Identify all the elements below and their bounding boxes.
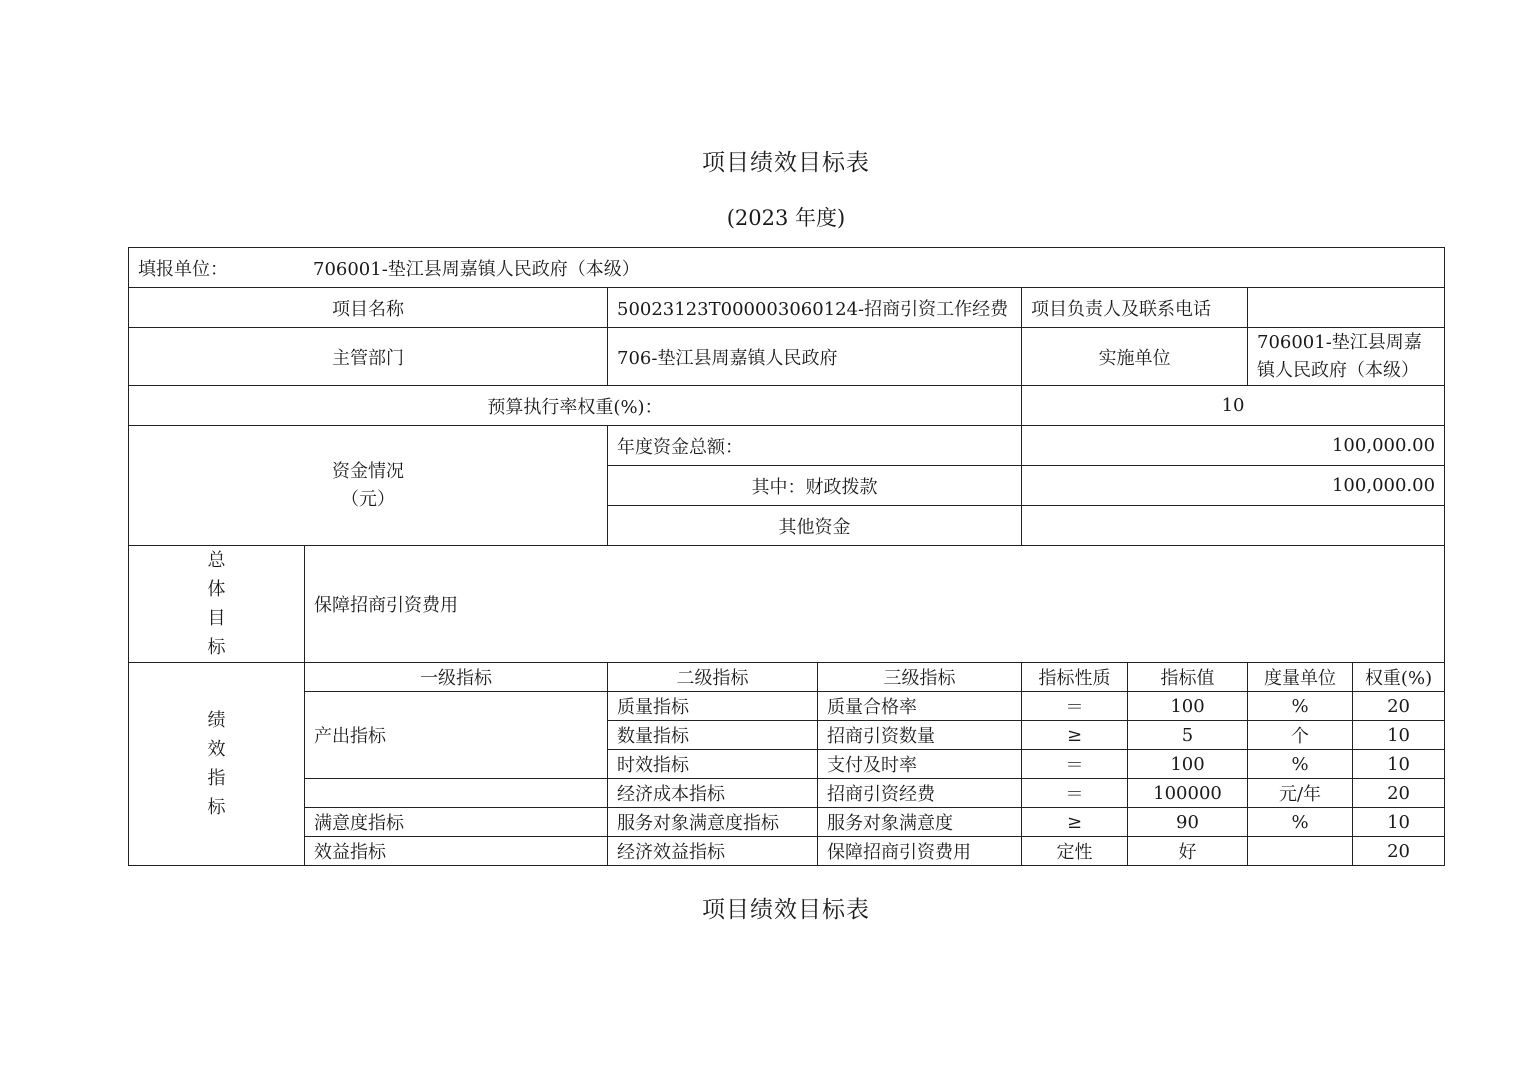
value-cell: 90 [1128, 808, 1248, 837]
unit-label: 填报单位： [138, 258, 228, 280]
funds-label-line-2: （元） [341, 488, 395, 510]
level2-cell: 服务对象满意度指标 [608, 808, 818, 837]
level3-cell: 保障招商引资费用 [818, 837, 1022, 866]
goal-char: 目 [207, 608, 226, 629]
funds-total-label: 年度资金总额： [608, 426, 1022, 466]
unit-cell: 个 [1248, 721, 1353, 750]
level2-cell: 经济成本指标 [608, 779, 818, 808]
weight-cell: 20 [1353, 692, 1445, 721]
table-row [129, 808, 1445, 837]
impl-value-line-2: 镇人民政府（本级） [1257, 359, 1419, 381]
goal-char: 体 [207, 579, 226, 600]
indicator-char: 指 [207, 768, 226, 789]
weight-cell: 10 [1353, 721, 1445, 750]
value-cell: 5 [1128, 721, 1248, 750]
nature-cell: ≥ [1022, 721, 1128, 750]
header-value: 指标值 [1128, 663, 1248, 692]
level1-cell: 满意度指标 [305, 808, 608, 837]
value-cell: 100 [1128, 692, 1248, 721]
value-cell: 好 [1128, 837, 1248, 866]
unit-row [129, 248, 1445, 288]
overall-goal-text: 保障招商引资费用 [305, 546, 1445, 663]
header-unit: 度量单位 [1248, 663, 1353, 692]
level2-cell: 数量指标 [608, 721, 818, 750]
unit-value: 706001-垫江县周嘉镇人民政府（本级） [313, 258, 640, 280]
nature-cell: ＝ [1022, 692, 1128, 721]
dept-label: 主管部门 [129, 328, 608, 386]
table-row [129, 837, 1445, 866]
contact-value [1248, 288, 1445, 328]
indicator-char: 标 [207, 797, 226, 818]
contact-label: 项目负责人及联系电话 [1022, 288, 1248, 328]
level3-cell: 招商引资数量 [818, 721, 1022, 750]
impl-label: 实施单位 [1022, 328, 1248, 386]
unit-cell [129, 248, 1445, 288]
nature-cell: ≥ [1022, 808, 1128, 837]
project-name-label: 项目名称 [129, 288, 608, 328]
unit-cell: % [1248, 692, 1353, 721]
funds-fiscal-label: 其中：财政拨款 [608, 466, 1022, 506]
indicator-char: 效 [207, 739, 226, 760]
level1-cell: 产出指标 [305, 692, 608, 779]
level2-cell: 时效指标 [608, 750, 818, 779]
overall-goal-label [129, 546, 305, 663]
level3-cell: 支付及时率 [818, 750, 1022, 779]
level3-cell: 质量合格率 [818, 692, 1022, 721]
value-cell: 100 [1128, 750, 1248, 779]
department-row [129, 328, 1445, 386]
weight-cell: 20 [1353, 779, 1445, 808]
header-nature: 指标性质 [1022, 663, 1128, 692]
level2-cell: 经济效益指标 [608, 837, 818, 866]
level2-cell: 质量指标 [608, 692, 818, 721]
funds-label-line-1: 资金情况 [332, 460, 404, 482]
header-level1: 一级指标 [305, 663, 608, 692]
indicators-label [129, 663, 305, 866]
value-cell: 100000 [1128, 779, 1248, 808]
funds-other-value [1022, 506, 1445, 546]
nature-cell: 定性 [1022, 837, 1128, 866]
level3-cell: 服务对象满意度 [818, 808, 1022, 837]
level1-cell [305, 779, 608, 808]
nature-cell: ＝ [1022, 750, 1128, 779]
project-name-row [129, 288, 1445, 328]
page-title: 项目绩效目标表 [702, 150, 870, 176]
unit-cell: 元/年 [1248, 779, 1353, 808]
budget-weight-row [129, 386, 1445, 426]
funds-label [129, 426, 608, 546]
header-level3: 三级指标 [818, 663, 1022, 692]
header-weight: 权重(%) [1353, 663, 1445, 692]
budget-weight-label: 预算执行率权重(%)： [129, 386, 1022, 426]
nature-cell: ＝ [1022, 779, 1128, 808]
indicator-header-row [129, 663, 1445, 692]
unit-cell: % [1248, 750, 1353, 779]
funds-total-value: 100,000.00 [1022, 426, 1445, 466]
table-row [129, 779, 1445, 808]
level3-cell: 招商引资经费 [818, 779, 1022, 808]
goal-char: 标 [207, 637, 226, 658]
year-subtitle: (2023 年度) [726, 206, 846, 230]
weight-cell: 10 [1353, 808, 1445, 837]
level1-cell: 效益指标 [305, 837, 608, 866]
footer-title: 项目绩效目标表 [702, 897, 870, 923]
funds-total-row [129, 426, 1445, 466]
funds-other-label: 其他资金 [608, 506, 1022, 546]
unit-cell [1248, 837, 1353, 866]
weight-cell: 20 [1353, 837, 1445, 866]
overall-goal-row [129, 546, 1445, 663]
table-row [129, 692, 1445, 721]
impl-value-line-1: 706001-垫江县周嘉 [1257, 331, 1422, 353]
unit-cell: % [1248, 808, 1353, 837]
project-name-value: 50023123T000003060124-招商引资工作经费 [608, 288, 1022, 328]
impl-value [1248, 328, 1445, 386]
indicator-char: 绩 [207, 710, 226, 731]
dept-value: 706-垫江县周嘉镇人民政府 [608, 328, 1022, 386]
goal-char: 总 [207, 550, 226, 571]
weight-cell: 10 [1353, 750, 1445, 779]
budget-weight-value: 10 [1022, 386, 1445, 426]
funds-fiscal-value: 100,000.00 [1022, 466, 1445, 506]
performance-target-table [128, 247, 1445, 866]
header-level2: 二级指标 [608, 663, 818, 692]
